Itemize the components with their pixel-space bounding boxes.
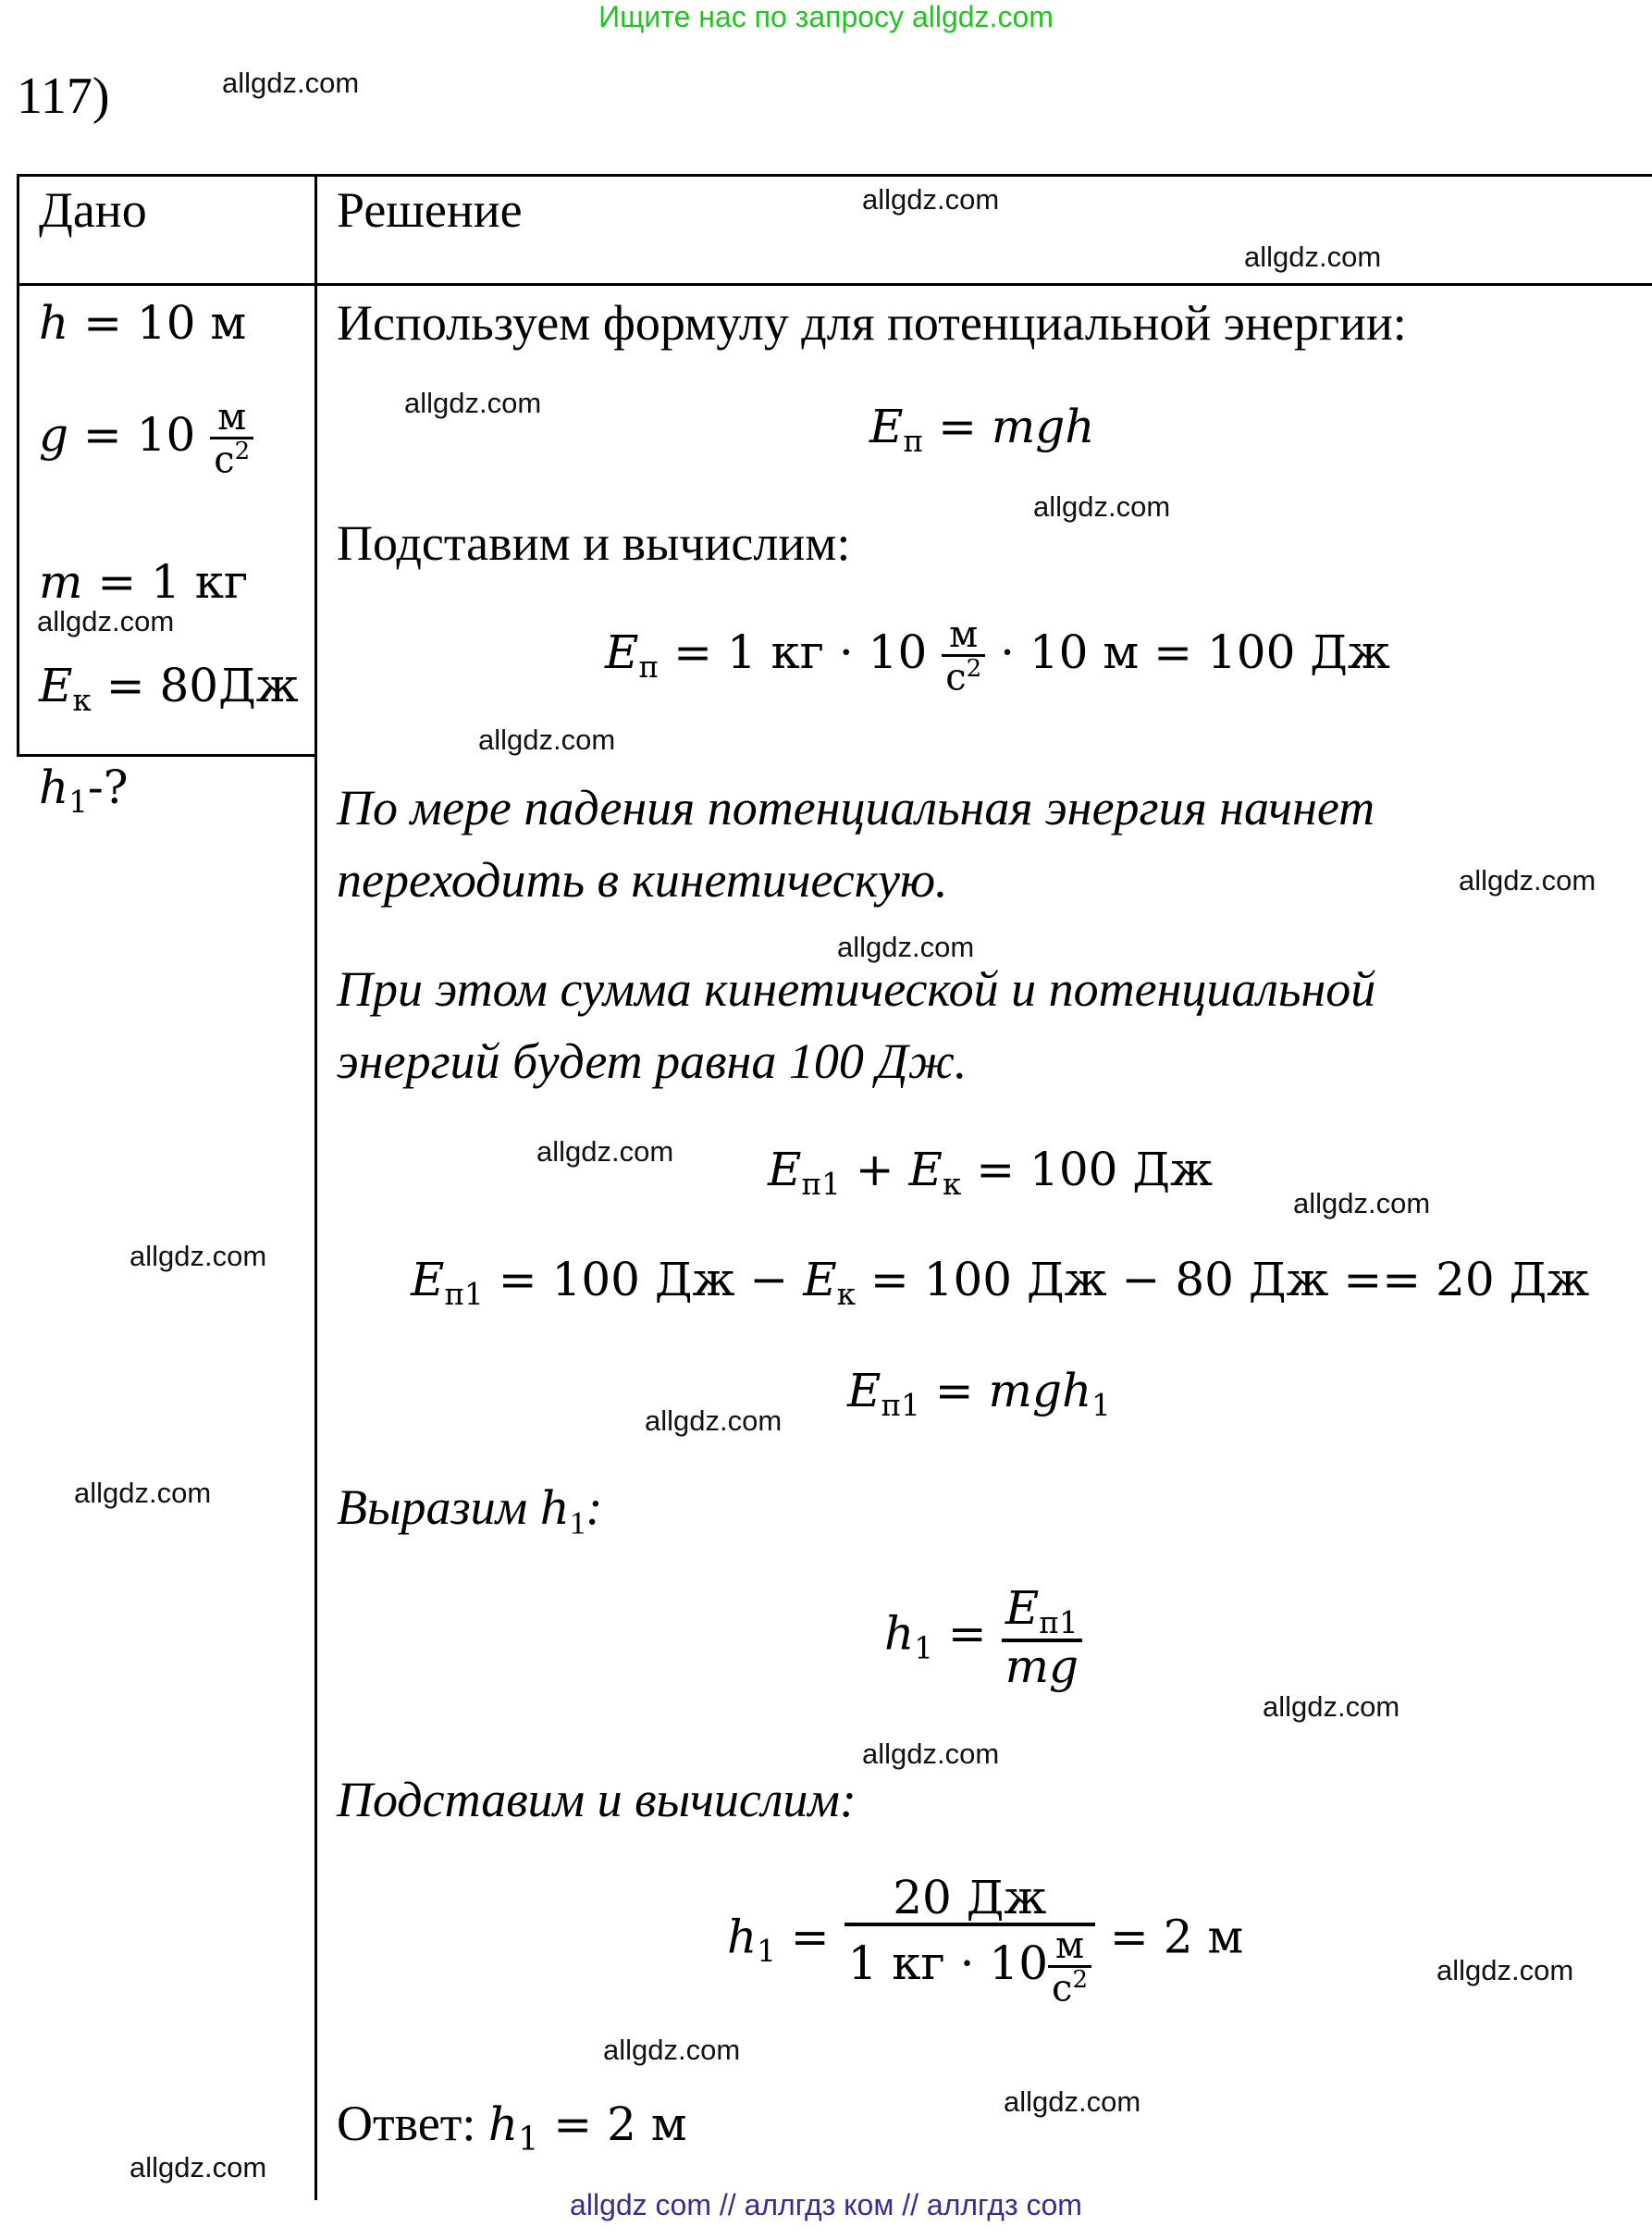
watermark: allgdz.com xyxy=(1004,2085,1141,2118)
watermark: allgdz.com xyxy=(1436,1954,1574,1986)
formula-potential-h1: $E_{п1} = mgh_1$ xyxy=(847,1364,1111,1423)
watermark: allgdz.com xyxy=(478,724,616,756)
formula-potential-difference: $E_{п1} = 100$ Дж − $E_к = 100$ Дж − 80 Дж == 20 Дж xyxy=(411,1253,1590,1312)
given-kinetic-energy: $E_к = 80Дж$ xyxy=(39,659,299,718)
formula-potential-value: $E_п = 1$ кг · 10 $\frac{м}{с^2}$ · 10 м = 100 Дж xyxy=(605,613,1390,699)
text-falling-2: переходить в кинетическую. xyxy=(337,852,948,908)
watermark: allgdz.com xyxy=(1244,241,1382,273)
watermark: allgdz.com xyxy=(1293,1187,1431,1219)
substitute-label-2: Подставим и вычислим: xyxy=(337,1772,857,1827)
given-mass: m = 1 кг xyxy=(39,555,249,609)
text-sum-1: При этом сумма кинетической и потенциальной xyxy=(337,961,1376,1017)
text-sum-2: энергий будет равна 100 Дж. xyxy=(337,1033,968,1089)
watermark: allgdz.com xyxy=(37,605,175,637)
watermark: allgdz.com xyxy=(536,1135,674,1168)
watermark: allgdz.com xyxy=(603,2034,741,2066)
solution-header: Решение xyxy=(337,182,523,238)
watermark: allgdz.com xyxy=(74,1477,212,1509)
h1-unit-fraction: $\frac{м}{с^2}$ xyxy=(1048,1926,1091,2008)
substitute-label: Подставим и вычислим: xyxy=(337,515,851,571)
table-left-border xyxy=(17,174,19,757)
given-divider xyxy=(17,754,317,757)
express-h1-label: Выразим $h_1$: xyxy=(337,1479,603,1541)
formula-energy-sum: $E_{п1} + E_к = 100$ Дж xyxy=(768,1143,1213,1202)
watermark: allgdz.com xyxy=(645,1404,783,1437)
answer: Ответ: $h_1 = 2$ м xyxy=(337,2096,687,2159)
h1-value-fraction: 20 Дж 1 кг · 10 $\frac{м}{с^2}$ xyxy=(844,1874,1095,2008)
formula-h1-expression: $h_1$ = $\frac{E_{п1}}{mg}$ xyxy=(884,1584,1082,1690)
watermark: allgdz.com xyxy=(1459,864,1597,897)
h1-fraction: $\frac{E_{п1}}{mg}$ xyxy=(1002,1584,1082,1690)
find-height: $h_1-$? xyxy=(39,761,129,820)
table-header-divider xyxy=(17,283,1652,286)
problem-number: 117) xyxy=(17,68,110,125)
watermark: allgdz.com xyxy=(129,2151,267,2183)
watermark: allgdz.com xyxy=(1263,1690,1400,1723)
table-column-divider xyxy=(314,174,317,2200)
watermark: allgdz.com xyxy=(404,387,542,419)
watermark: allgdz.com xyxy=(1033,490,1171,523)
watermark: allgdz.com xyxy=(222,67,360,99)
watermark: allgdz.com xyxy=(862,183,1000,216)
solution-intro: Используем формулу для потенциальной энергии: xyxy=(337,295,1407,351)
given-gravity: g = 10 $\frac{м}{с^2}$ xyxy=(39,398,253,479)
bottom-banner: allgdz com // аллгдз ком // аллгдз com xyxy=(570,2188,1082,2221)
text-falling-1: По мере падения потенциальная энергия начнет xyxy=(337,780,1375,835)
table-top-border xyxy=(17,174,1652,177)
given-height: h = 10 м xyxy=(39,296,247,350)
formula-potential-energy: $E_п$ = mgh xyxy=(869,400,1095,459)
given-header: Дано xyxy=(39,182,147,238)
watermark: allgdz.com xyxy=(129,1240,267,1272)
potential-unit-fraction: $\frac{м}{с^2}$ xyxy=(942,615,985,697)
formula-h1-value: $h_1$ = 20 Дж 1 кг · 10 $\frac{м}{с^2}$ = 2 м xyxy=(727,1871,1244,2010)
watermark: allgdz.com xyxy=(837,931,975,963)
watermark: allgdz.com xyxy=(862,1738,1000,1770)
gravity-unit-fraction: $\frac{м}{с^2}$ xyxy=(210,398,253,479)
top-banner: Ищите нас по запросу allgdz.com xyxy=(598,0,1054,33)
